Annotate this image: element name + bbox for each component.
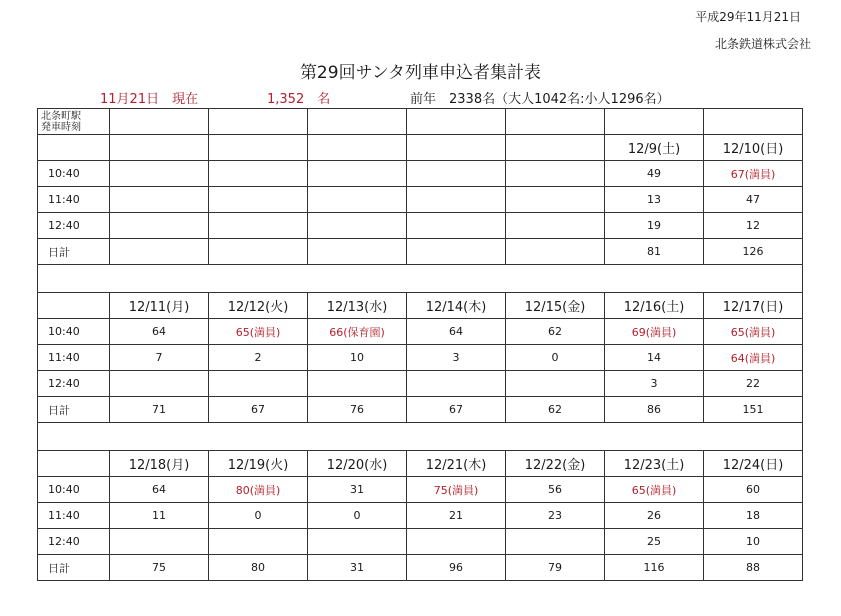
- count-cell: 65(満員): [605, 477, 704, 503]
- no-service-cell: [506, 529, 605, 555]
- empty-cell: [605, 109, 704, 135]
- count-cell: 71: [110, 397, 209, 423]
- empty-cell: [308, 109, 407, 135]
- table-row: [38, 529, 803, 555]
- table-row: [38, 371, 803, 397]
- previous-year-summary: 前年 2338名（大人1042名:小人1296名）: [410, 92, 670, 107]
- count-cell: [209, 161, 308, 187]
- count-cell: 60: [704, 477, 803, 503]
- count-cell: 21: [407, 503, 506, 529]
- count-cell: 3: [407, 345, 506, 371]
- date-header-cell: 12/10(日): [704, 135, 803, 161]
- count-cell: [407, 161, 506, 187]
- count-cell: 13: [605, 187, 704, 213]
- count-cell: [209, 239, 308, 265]
- count-cell: 126: [704, 239, 803, 265]
- count-cell: 2: [209, 345, 308, 371]
- table-row: [38, 161, 803, 187]
- document-title: 第29回サンタ列車申込者集計表: [299, 63, 542, 83]
- table-row: [38, 239, 803, 265]
- empty-cell: [38, 451, 110, 477]
- count-cell: 75: [110, 555, 209, 581]
- status-count: 1,352 名: [267, 92, 331, 107]
- date-header-cell: 12/11(月): [110, 293, 209, 319]
- count-cell: 25: [605, 529, 704, 555]
- time-label: 11:40: [38, 187, 110, 213]
- count-cell: 88: [704, 555, 803, 581]
- time-label: 12:40: [38, 213, 110, 239]
- count-cell: 116: [605, 555, 704, 581]
- count-cell: 10: [308, 345, 407, 371]
- date-header-cell: [209, 135, 308, 161]
- corner-label-line2: 発車時刻: [41, 121, 81, 133]
- date-header-cell: 12/13(水): [308, 293, 407, 319]
- date-header-cell: 12/23(土): [605, 451, 704, 477]
- empty-cell: [704, 109, 803, 135]
- table-row: [38, 477, 803, 503]
- date-header-cell: 12/15(金): [506, 293, 605, 319]
- count-cell: 23: [506, 503, 605, 529]
- count-cell: 19: [605, 213, 704, 239]
- date-header-cell: 12/16(土): [605, 293, 704, 319]
- time-label: 10:40: [38, 319, 110, 345]
- count-cell: 10: [704, 529, 803, 555]
- date-row: [38, 293, 803, 319]
- count-cell: 0: [506, 345, 605, 371]
- count-cell: 62: [506, 397, 605, 423]
- count-cell: 31: [308, 477, 407, 503]
- no-service-cell: [407, 529, 506, 555]
- corner-label-line1: 北条町駅: [41, 110, 81, 122]
- date-header-cell: 12/14(木): [407, 293, 506, 319]
- count-cell: 22: [704, 371, 803, 397]
- no-service-cell: [110, 529, 209, 555]
- count-cell: 62: [506, 319, 605, 345]
- time-label: 日計: [38, 239, 110, 265]
- date-header-cell: 12/24(日): [704, 451, 803, 477]
- count-cell: [110, 239, 209, 265]
- count-cell: 76: [308, 397, 407, 423]
- date-row: [38, 451, 803, 477]
- count-cell: 64(満員): [704, 345, 803, 371]
- count-cell: 81: [605, 239, 704, 265]
- count-cell: [506, 239, 605, 265]
- time-label: 11:40: [38, 345, 110, 371]
- count-cell: 80: [209, 555, 308, 581]
- time-label: 日計: [38, 397, 110, 423]
- no-service-cell: [308, 529, 407, 555]
- table-row: [38, 345, 803, 371]
- date-header-cell: 12/22(金): [506, 451, 605, 477]
- table-row: [38, 319, 803, 345]
- date-header-cell: 12/12(火): [209, 293, 308, 319]
- table-row: [38, 213, 803, 239]
- count-cell: 66(保育園): [308, 319, 407, 345]
- table-row: [38, 503, 803, 529]
- date-header-cell: 12/9(土): [605, 135, 704, 161]
- count-cell: 80(満員): [209, 477, 308, 503]
- table-row: [38, 397, 803, 423]
- date-header-cell: 12/18(月): [110, 451, 209, 477]
- empty-cell: [407, 109, 506, 135]
- count-cell: 64: [110, 477, 209, 503]
- count-cell: 75(満員): [407, 477, 506, 503]
- corner-label: [38, 109, 110, 135]
- date-header-cell: 12/20(水): [308, 451, 407, 477]
- date-header-cell: 12/19(火): [209, 451, 308, 477]
- count-cell: 0: [308, 503, 407, 529]
- count-cell: 79: [506, 555, 605, 581]
- count-cell: 96: [407, 555, 506, 581]
- no-service-cell: [110, 371, 209, 397]
- no-service-cell: [209, 371, 308, 397]
- table-body: [38, 109, 803, 581]
- count-cell: [308, 239, 407, 265]
- empty-cell: [506, 109, 605, 135]
- count-cell: [407, 187, 506, 213]
- count-cell: 26: [605, 503, 704, 529]
- count-cell: 14: [605, 345, 704, 371]
- count-cell: [407, 239, 506, 265]
- count-cell: 151: [704, 397, 803, 423]
- count-cell: 11: [110, 503, 209, 529]
- no-service-cell: [308, 371, 407, 397]
- date-header-cell: 12/21(木): [407, 451, 506, 477]
- count-cell: 12: [704, 213, 803, 239]
- count-cell: 7: [110, 345, 209, 371]
- count-cell: 0: [209, 503, 308, 529]
- count-cell: [209, 213, 308, 239]
- separator-row: [38, 265, 803, 293]
- count-cell: [110, 187, 209, 213]
- reservation-table: [37, 108, 803, 581]
- count-cell: 18: [704, 503, 803, 529]
- count-cell: [506, 213, 605, 239]
- separator-cell: [38, 423, 803, 451]
- table-header-row: [38, 109, 803, 135]
- count-cell: [209, 187, 308, 213]
- time-label: 10:40: [38, 477, 110, 503]
- count-cell: [110, 161, 209, 187]
- time-label: 12:40: [38, 529, 110, 555]
- time-label: 10:40: [38, 161, 110, 187]
- time-label: 11:40: [38, 503, 110, 529]
- count-cell: 64: [110, 319, 209, 345]
- separator-cell: [38, 265, 803, 293]
- count-cell: 67: [407, 397, 506, 423]
- status-date: 11月21日 現在: [100, 92, 199, 107]
- date-header-cell: [110, 135, 209, 161]
- company-name: 北条鉄道株式会社: [714, 37, 811, 51]
- empty-cell: [38, 135, 110, 161]
- date-header-cell: [308, 135, 407, 161]
- count-cell: 31: [308, 555, 407, 581]
- date-header-cell: [407, 135, 506, 161]
- count-cell: [110, 213, 209, 239]
- count-cell: [308, 213, 407, 239]
- count-cell: [308, 187, 407, 213]
- count-cell: 49: [605, 161, 704, 187]
- no-service-cell: [506, 371, 605, 397]
- empty-cell: [209, 109, 308, 135]
- count-cell: 56: [506, 477, 605, 503]
- separator-row: [38, 423, 803, 451]
- count-cell: 65(満員): [209, 319, 308, 345]
- no-service-cell: [209, 529, 308, 555]
- count-cell: 67: [209, 397, 308, 423]
- count-cell: [506, 161, 605, 187]
- count-cell: [407, 213, 506, 239]
- empty-cell: [38, 293, 110, 319]
- count-cell: [506, 187, 605, 213]
- empty-cell: [110, 109, 209, 135]
- time-label: 12:40: [38, 371, 110, 397]
- count-cell: 67(満員): [704, 161, 803, 187]
- count-cell: 65(満員): [704, 319, 803, 345]
- date-header-cell: [506, 135, 605, 161]
- table-row: [38, 187, 803, 213]
- time-label: 日計: [38, 555, 110, 581]
- date-header-cell: 12/17(日): [704, 293, 803, 319]
- count-cell: [308, 161, 407, 187]
- date-row: [38, 135, 803, 161]
- count-cell: 47: [704, 187, 803, 213]
- count-cell: 64: [407, 319, 506, 345]
- count-cell: 86: [605, 397, 704, 423]
- no-service-cell: [407, 371, 506, 397]
- document-date: 平成29年11月21日: [695, 10, 801, 24]
- count-cell: 69(満員): [605, 319, 704, 345]
- count-cell: 3: [605, 371, 704, 397]
- table-row: [38, 555, 803, 581]
